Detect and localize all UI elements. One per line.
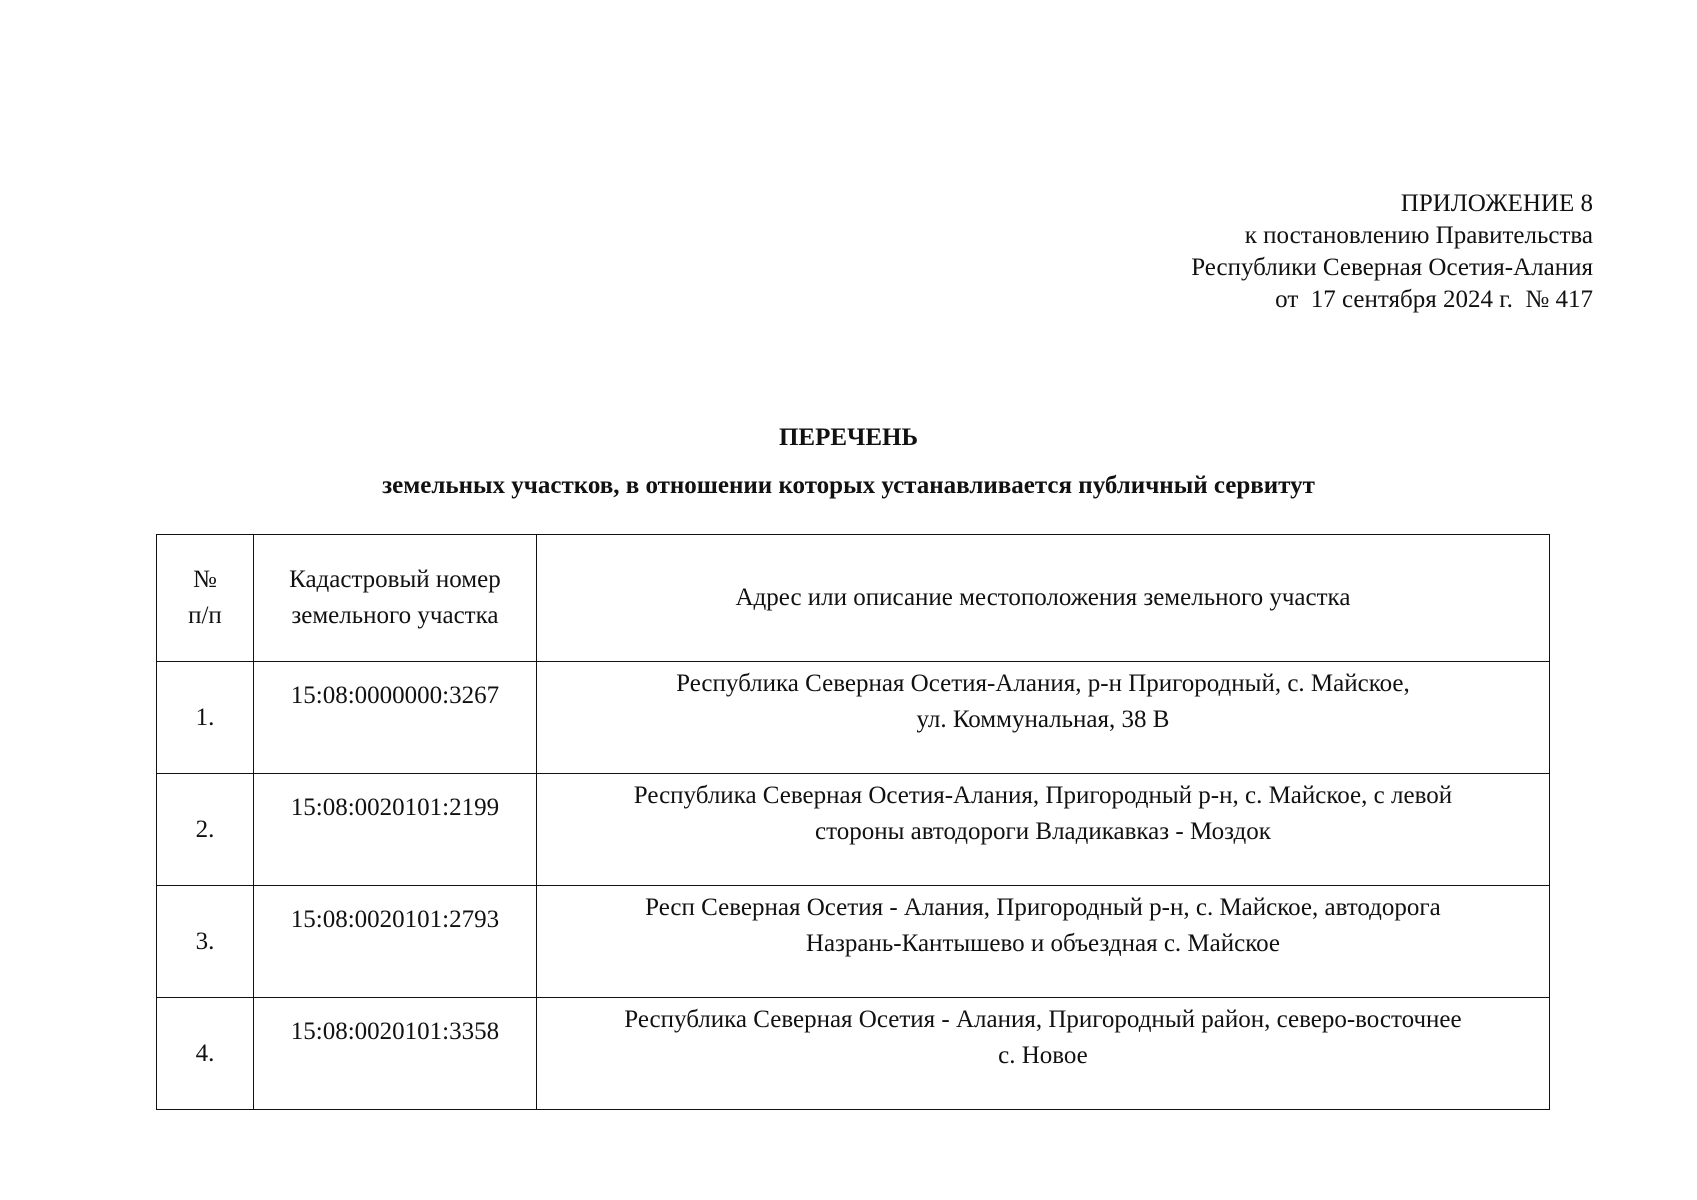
row-cadastral-number: 15:08:0020101:3358: [253, 998, 536, 1110]
row-address-line1: Республика Северная Осетия-Алания, Пригородный р-н, с. Майское, с левой: [633, 782, 1453, 809]
row-number: 3.: [157, 886, 254, 998]
appendix-reference: к постановлению Правительства: [1244, 222, 1593, 249]
header-number-line1: №: [193, 566, 217, 593]
row-address-line2: ул. Коммунальная, 38 В: [916, 706, 1170, 733]
table-header-row: [157, 535, 1550, 662]
header-number: [157, 535, 254, 662]
row-address-line1: Респ Северная Осетия - Алания, Пригородный р-н, с. Майское, автодорога: [645, 894, 1441, 921]
header-number-line2: п/п: [188, 602, 222, 629]
appendix-government: Республики Северная Осетия-Алания: [1191, 254, 1593, 281]
row-number: 1.: [157, 662, 254, 774]
row-address: [536, 774, 1549, 886]
row-address-line1: Республика Северная Осетия-Алания, р-н Пригородный, с. Майское,: [676, 670, 1410, 697]
row-cadastral-number: 15:08:0000000:3267: [253, 662, 536, 774]
row-address-line1: Республика Северная Осетия - Алания, Пригородный район, северо-восточнее: [624, 1006, 1462, 1033]
table-row: [157, 886, 1550, 998]
appendix-date-number: от 17 сентября 2024 г. № 417: [1275, 286, 1593, 313]
parcels-table: [156, 534, 1550, 1110]
header-cadastral: [253, 535, 536, 662]
row-address: [536, 662, 1549, 774]
document-title: ПЕРЕЧЕНЬ: [778, 424, 919, 451]
row-number: 2.: [157, 774, 254, 886]
row-cadastral-number: 15:08:0020101:2199: [253, 774, 536, 886]
table-row: [157, 774, 1550, 886]
appendix-number: ПРИЛОЖЕНИЕ 8: [1400, 190, 1593, 217]
row-address-line2: Назрань-Кантышево и объездная с. Майское: [805, 930, 1280, 957]
document-subtitle: земельных участков, в отношении которых устанавливается публичный сервитут: [382, 472, 1315, 499]
row-address: [536, 998, 1549, 1110]
row-address: [536, 886, 1549, 998]
row-cadastral-number: 15:08:0020101:2793: [253, 886, 536, 998]
appendix-block: [1191, 188, 1593, 316]
row-address-line2: с. Новое: [998, 1042, 1088, 1069]
table-row: [157, 998, 1550, 1110]
table-row: [157, 662, 1550, 774]
header-cadastral-line1: Кадастровый номер: [289, 566, 501, 593]
row-address-line2: стороны автодороги Владикавказ - Моздок: [815, 818, 1271, 845]
header-address-text: Адрес или описание местоположения земельного участка: [735, 584, 1351, 611]
header-cadastral-line2: земельного участка: [291, 602, 499, 629]
header-address: [536, 535, 1549, 662]
row-number: 4.: [157, 998, 254, 1110]
